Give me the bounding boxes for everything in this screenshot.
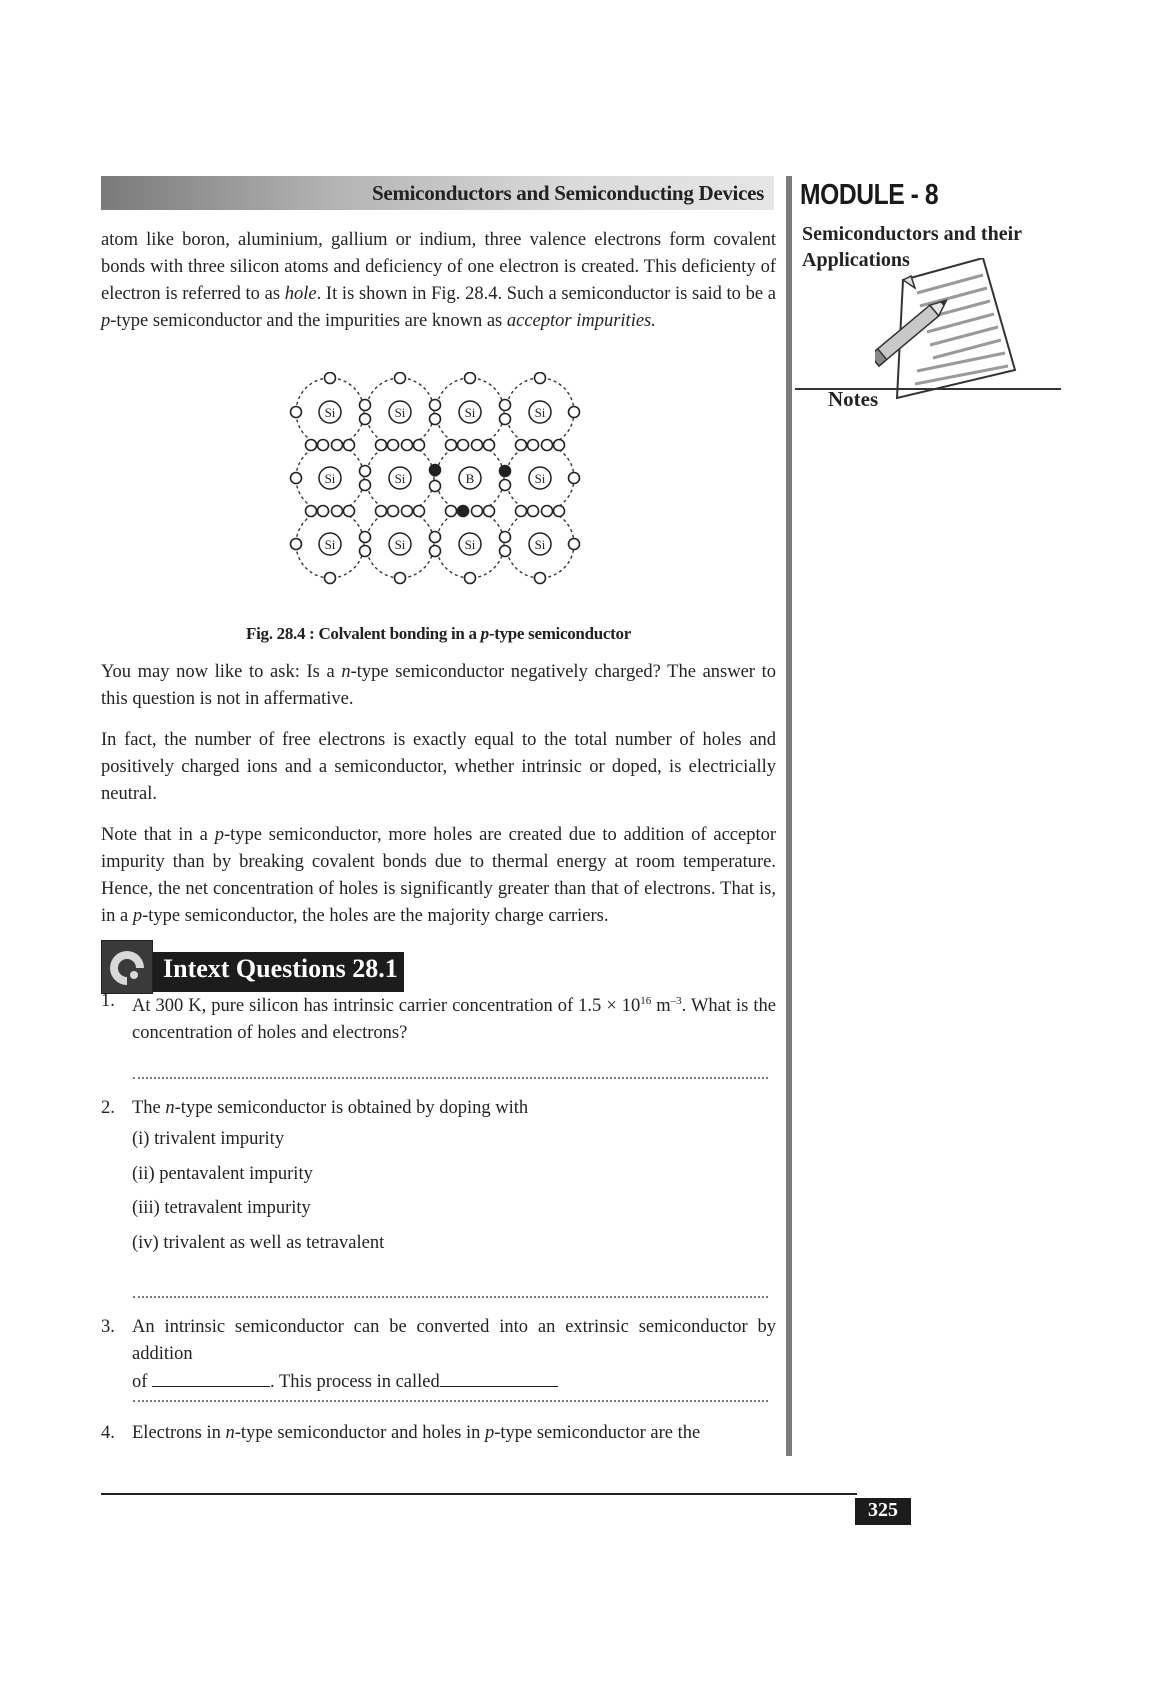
atom-label: Si: [394, 405, 406, 420]
electron: [344, 440, 355, 451]
electron: [500, 414, 511, 425]
paragraph-3-run: In fact, the number of free electrons is exactly equal to the total number of holes and positively charged ions and a semiconductor, whether intrinsic or doped, is electricially neutral.: [101, 730, 776, 804]
paragraph-4-run: p: [132, 906, 143, 926]
question-2: [101, 1095, 776, 1122]
paragraph-4-run: -type semiconductor, the holes are the majority charge carriers.: [142, 906, 609, 926]
electron: [500, 466, 511, 477]
question-3-of: of: [132, 1372, 148, 1392]
electron: [569, 473, 580, 484]
atom-label: Si: [324, 471, 336, 486]
electron: [388, 506, 399, 517]
question-4-run: n: [225, 1423, 235, 1443]
paragraph-2: [101, 659, 776, 713]
atom-label: Si: [534, 405, 546, 420]
paragraph-1-run: . It is shown in Fig. 28.4. Such a semiconductor is said to be a: [316, 284, 776, 304]
electron: [500, 400, 511, 411]
electron: [542, 440, 553, 451]
paragraph-4-run: Note that in a: [101, 825, 215, 845]
answer-line-2[interactable]: [133, 1296, 768, 1298]
paragraph-4: [101, 822, 776, 930]
question-1-run: –3: [670, 995, 682, 1007]
paragraph-1: [101, 227, 776, 335]
footer-rule: [101, 1493, 857, 1495]
electron: [306, 506, 317, 517]
electron: [318, 440, 329, 451]
electron: [430, 532, 441, 543]
caption-suffix: -type semiconductor: [488, 624, 631, 643]
question-3-text: [132, 1314, 776, 1396]
electron: [291, 539, 302, 550]
notes-label: Notes: [828, 387, 879, 411]
electron: [516, 506, 527, 517]
paragraph-1-run: atom like boron, aluminium, gallium or indium, three valence electrons form covalent bonds with three silicon atoms and deficiency of one electron is created. This deficienty of electron is referred to as: [101, 230, 776, 304]
covalent-bonding-diagram: [283, 372, 593, 612]
question-2-run: The: [132, 1098, 166, 1118]
atom-label: Si: [324, 405, 336, 420]
electron: [430, 400, 441, 411]
answer-line-1[interactable]: [133, 1077, 768, 1079]
electron: [528, 506, 539, 517]
atom-label: Si: [324, 537, 336, 552]
electron: [291, 473, 302, 484]
question-2-text: [132, 1095, 776, 1122]
paragraph-2-text: [101, 659, 776, 713]
electron: [458, 506, 469, 517]
electron: [472, 506, 483, 517]
electron: [360, 546, 371, 557]
electron: [465, 373, 476, 384]
question-4-run: -type semiconductor are the: [494, 1423, 701, 1443]
electron: [430, 414, 441, 425]
electron: [500, 546, 511, 557]
paragraph-2-run: You may now like to ask: Is a: [101, 662, 342, 682]
electron: [360, 480, 371, 491]
atom-label: Si: [534, 471, 546, 486]
question-3-mid: . This process in called: [270, 1372, 440, 1392]
question-4-text: [132, 1420, 776, 1447]
question-3-number: 3.: [101, 1317, 115, 1337]
question-4-run: Electrons in: [132, 1423, 226, 1443]
electron: [430, 546, 441, 557]
electron: [446, 506, 457, 517]
electron: [569, 407, 580, 418]
electron: [484, 440, 495, 451]
electron: [458, 440, 469, 451]
question-2-run: -type semiconductor is obtained by doping with: [174, 1098, 529, 1118]
atom-label: B: [465, 471, 475, 486]
figure-caption: [101, 624, 776, 644]
fill-blank-2[interactable]: [440, 1368, 558, 1387]
electron: [500, 532, 511, 543]
atom-label: Si: [394, 471, 406, 486]
paragraph-4-run: -type semiconductor, more holes are created due to addition of acceptor impurity than by breaking covalent bonds due to thermal energy at room temperature. Hence, the net concentration of holes is significantly greater than that of electrons. That is, in a: [101, 825, 777, 926]
fill-blank-1[interactable]: [152, 1368, 270, 1387]
question-1-text: [132, 988, 776, 1047]
electron: [516, 440, 527, 451]
margin-divider: [786, 176, 792, 1456]
electron: [360, 532, 371, 543]
running-header: [101, 176, 774, 210]
question-4-number: 4.: [101, 1423, 115, 1443]
electron: [291, 407, 302, 418]
electron: [500, 480, 511, 491]
electron: [484, 506, 495, 517]
question-1-run: At 300 K, pure silicon has intrinsic carrier concentration of 1.5 × 10: [132, 996, 641, 1017]
electron: [535, 573, 546, 584]
paragraph-1-text: [101, 227, 776, 335]
electron: [360, 414, 371, 425]
paragraph-3: [101, 727, 776, 808]
question-4-run: p: [484, 1423, 495, 1443]
paragraph-2-run: -type semiconductor negatively charged? The answer to this question is not in affermative.: [101, 662, 776, 709]
electron: [542, 506, 553, 517]
paragraph-1-run: p: [101, 311, 111, 331]
option-i: (i) trivalent impurity: [132, 1129, 285, 1149]
electron: [554, 440, 565, 451]
electron: [446, 440, 457, 451]
electron: [402, 506, 413, 517]
module-subtitle-line1: Semiconductors and their: [802, 223, 1022, 245]
answer-line-3[interactable]: [133, 1400, 768, 1402]
paragraph-1-run: acceptor impurities.: [506, 311, 656, 331]
question-4-run: -type semiconductor and holes in: [234, 1423, 485, 1443]
electron: [325, 573, 336, 584]
electron: [360, 400, 371, 411]
atom-label: Si: [464, 537, 476, 552]
electron: [360, 466, 371, 477]
electron: [332, 440, 343, 451]
electron: [430, 465, 441, 476]
question-1-run: 16: [640, 995, 652, 1007]
page-number: 325: [868, 1499, 898, 1521]
question-1-run: . What is the concentration of holes and electrons?: [132, 996, 776, 1044]
module-subtitle-line2: Applications: [802, 249, 910, 271]
electron: [332, 506, 343, 517]
hole: [430, 481, 441, 492]
electron: [465, 573, 476, 584]
question-1-run: m: [651, 996, 671, 1017]
atom-label: Si: [534, 537, 546, 552]
question-1: [101, 988, 776, 1047]
question-4: [101, 1420, 776, 1447]
paragraph-4-text: [101, 822, 776, 930]
running-header-title: Semiconductors and Semiconducting Devices: [372, 181, 764, 205]
question-badge-icon: [101, 940, 153, 994]
question-2-number: 2.: [101, 1098, 115, 1118]
electron: [414, 506, 425, 517]
atom-label: Si: [394, 537, 406, 552]
electron: [402, 440, 413, 451]
option-ii: (ii) pentavalent impurity: [132, 1164, 313, 1184]
electron: [395, 573, 406, 584]
electron: [388, 440, 399, 451]
paragraph-2-run: n: [341, 662, 351, 682]
question-1-number: 1.: [101, 991, 115, 1011]
electron: [318, 506, 329, 517]
option-iii: (iii) tetravalent impurity: [132, 1198, 311, 1218]
electron: [325, 373, 336, 384]
electron: [535, 373, 546, 384]
paragraph-1-run: -type semiconductor and the impurities are known as: [110, 311, 507, 331]
question-3-line1: An intrinsic semiconductor can be converted into an extrinsic semiconductor by addition: [132, 1317, 776, 1364]
atom-label: Si: [464, 405, 476, 420]
electron: [395, 373, 406, 384]
question-2-run: n: [165, 1098, 175, 1118]
intext-questions-title: Intext Questions 28.1: [163, 954, 398, 983]
caption-italic: p: [480, 624, 489, 643]
electron: [569, 539, 580, 550]
electron: [306, 440, 317, 451]
paragraph-4-run: p: [214, 825, 224, 845]
paragraph-1-run: hole: [284, 284, 317, 304]
electron: [528, 440, 539, 451]
electron: [344, 506, 355, 517]
question-3: [101, 1314, 776, 1396]
option-iv: (iv) trivalent as well as tetravalent: [132, 1233, 385, 1253]
electron: [472, 440, 483, 451]
caption-prefix: Fig. 28.4 : Colvalent bonding in a: [246, 624, 481, 643]
notes-pencil-icon: [875, 258, 1025, 408]
electron: [414, 440, 425, 451]
electron: [554, 506, 565, 517]
electron: [376, 440, 387, 451]
electron: [376, 506, 387, 517]
module-label: MODULE - 8: [800, 179, 939, 211]
paragraph-3-text: [101, 727, 776, 808]
